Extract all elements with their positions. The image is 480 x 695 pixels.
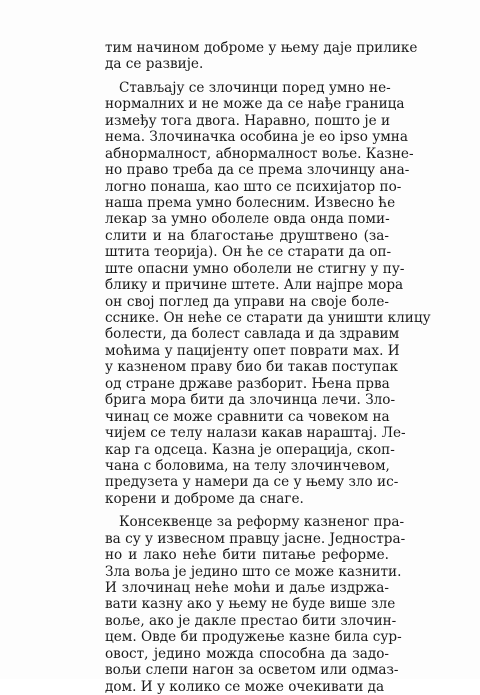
text-line: ва су у извесном правцу јасне. Једностра-: [105, 530, 406, 547]
paragraph: [105, 79, 431, 507]
text-line: но право треба да се према злочинцу ана-: [105, 162, 410, 179]
text-line: дом. И у колико се може очекивати да: [105, 678, 385, 695]
text-line: логно понаша, као што се психијатор по-: [105, 178, 402, 195]
text-line: наша према умно болесним. Извесно ће: [105, 194, 396, 211]
text-line: моћима у пацијенту опет поврати мах. И: [105, 342, 400, 359]
text-line: слити и на благостање друштвено (за-: [105, 227, 389, 244]
text-line: Стављају се злочинци поред умно не-: [119, 79, 391, 96]
text-line: брига мора бити да злочинца лечи. Зло-: [105, 392, 396, 409]
text-line: овост, једино можда способна да задо-: [105, 645, 389, 662]
text-line: чинац се може сравнити са човеком на: [105, 408, 390, 425]
text-line: болести, да болест савлада и да здравим: [105, 326, 400, 343]
body-text: [105, 40, 431, 695]
text-line: лекар за умно оболеле овда онда поми-: [105, 211, 390, 228]
paragraph: [105, 514, 406, 695]
text-line: Зла воља је једино што се може казнити.: [105, 563, 402, 580]
text-line: вољи слепи нагон за осветом или одмаз-: [105, 662, 399, 679]
text-line: ште опасни умно оболели не стигну у пу-: [105, 260, 405, 277]
text-line: од стране државе разборит. Њена прва: [105, 375, 390, 392]
text-line: блику и причине штете. Али најпре мора: [105, 277, 404, 294]
text-line: абнормалност, абнормалност воље. Казне-: [105, 145, 414, 162]
text-line: чана с боловима, на телу злочинчевом,: [105, 457, 390, 474]
text-line: сснике. Он неће се старати да уништи клицу: [105, 310, 431, 326]
text-line: он свој поглед да управи на своје боле-: [105, 293, 389, 310]
text-line: но и лако неће бити питање реформе.: [105, 547, 389, 564]
text-line: тим начином доброме у њему даје прилике: [105, 40, 418, 56]
text-line: да се развије.: [105, 56, 204, 73]
text-line: нормалних и не може да се нађе граница: [105, 96, 405, 113]
paragraph: [105, 40, 418, 73]
text-line: у казненом праву био би такав поступак: [105, 359, 398, 376]
text-line: кар га одсеца. Казна је операција, скоп-: [105, 441, 395, 458]
text-line: штита теорија). Он ће се старати да оп-: [105, 244, 392, 261]
text-line: чијем се телу налази какав нараштај. Ле-: [105, 425, 406, 442]
text-line: нема. Злочиначка особина је ео ipso умна: [105, 129, 408, 146]
text-line: корени и доброме да снаге.: [105, 490, 304, 507]
text-line: Консеквенце за реформу казненог пра-: [119, 514, 405, 531]
text-line: између тога двога. Нарaвно, пошто је и: [105, 112, 391, 129]
text-line: предузета у намери да се у њему зло ис-: [105, 474, 399, 491]
text-line: И злочинац неће моћи и даље издржа-: [105, 580, 389, 596]
text-line: вати казну ако у њему не буде више зле: [105, 596, 396, 613]
text-line: воље, ако је дакле престао бити злочин-: [105, 612, 397, 629]
text-line: цем. Овде би продужење казне била сур-: [105, 629, 402, 646]
